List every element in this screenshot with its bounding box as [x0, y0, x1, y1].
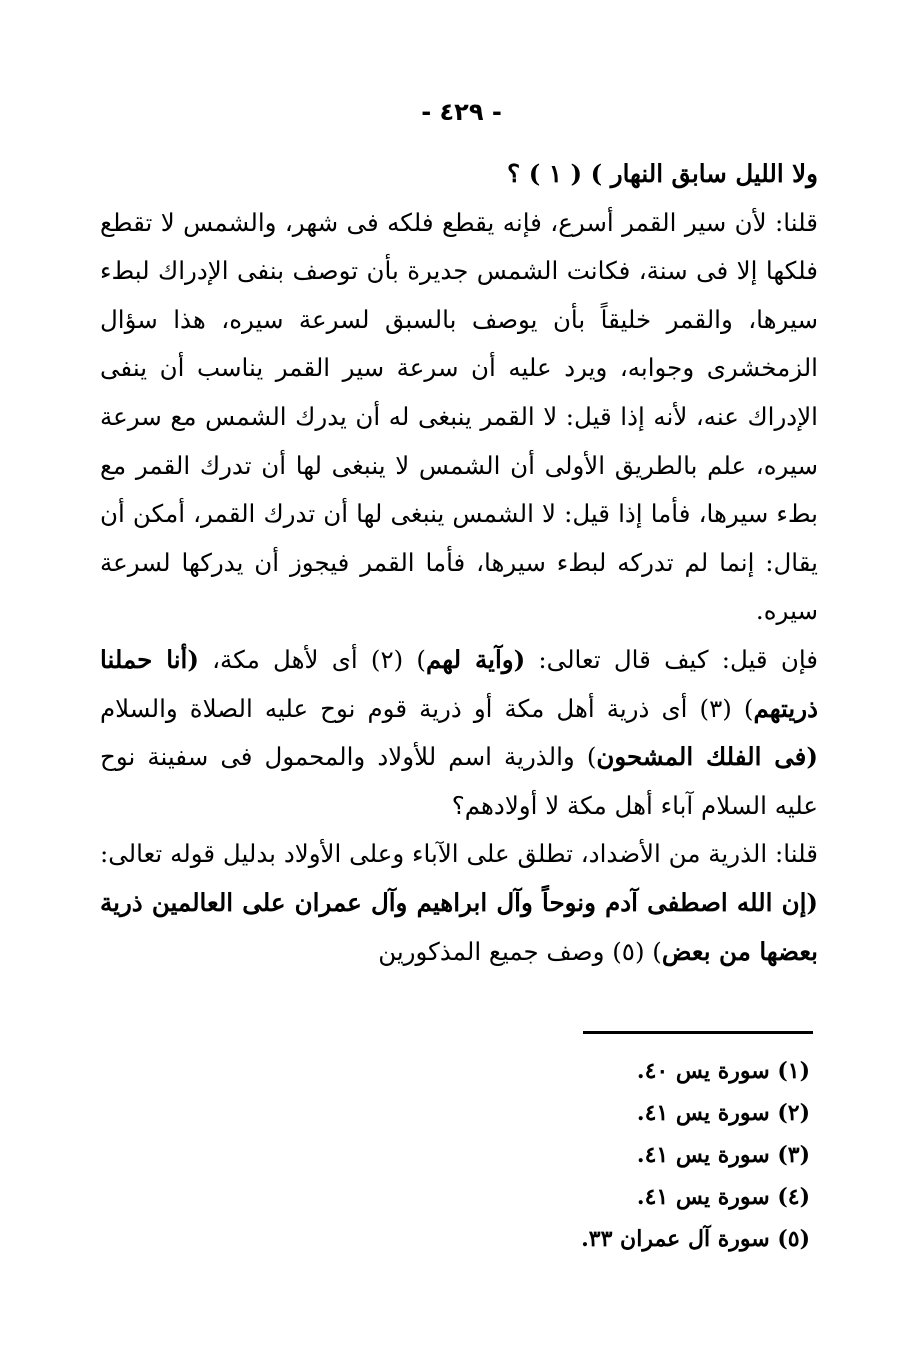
footnote: (٢) سورة يس ٤١. — [636, 1100, 810, 1126]
footnote: (٥) سورة آل عمران ٣٣. — [581, 1226, 810, 1252]
text-segment: ) ( ١ ) ؟ — [507, 159, 611, 188]
quran-quote: (أنا حملنا ذريتهم — [100, 644, 818, 723]
quran-quote: (فى الفلك المشحون — [596, 742, 818, 772]
paragraph — [100, 199, 818, 636]
footnote-divider — [583, 1031, 813, 1034]
footnote: (١) سورة يس ٤٠. — [636, 1058, 810, 1084]
text-segment: قلنا: الذرية من الأضداد، تطلق على الآباء وعلى الأولاد بدليل قوله تعالى: — [100, 839, 818, 869]
text-segment: قلنا: لأن سير القمر أسرع، فإنه يقطع فلكه فى شهر، والشمس لا تقطع فلكها إلا فى سنة، فكانت الشمس جديرة بأن توصف بنفى الإدراك لبطء سيرها، والقمر خليقاً بأن يوصف بالسبق لسرعة سيره، هذا سؤال الزمخشرى وجوابه، ويرد عليه أن سرعة سير القمر يناسب أن ينفى الإدراك عنه، لأنه إذا قيل: لا القمر ينبغى له أن يدرك الشمس مع سرعة سيره، علم بالطريق الأولى أن الشمس لا ينبغى لها أن تدرك القمر مع بطء سيرها، فأما إذا قيل: لا الشمس ينبغى لها أن تدرك القمر، أمكن أن يقال: إنما لم تدركه لبطء سيرها، فأما القمر فيجوز أن يدركها لسرعة سيره. — [100, 207, 818, 626]
text-segment: ولا الليل سابق النهار — [610, 159, 818, 188]
text-segment: ) (٥) وصف جميع المذكورين — [378, 936, 662, 966]
quran-quote: (وآية لهم — [425, 644, 526, 674]
body-text — [100, 150, 818, 976]
paragraph — [100, 150, 818, 199]
page-number: - ٤٢٩ - — [421, 98, 502, 126]
quran-quote: (إن الله اصطفى آدم ونوحاً وآل ابراهيم وآل عمران على العالمين ذرية بعضها من بعض — [100, 887, 818, 966]
paragraph — [100, 636, 818, 830]
text-segment: ) (٢) أى لأهل مكة، — [198, 644, 426, 674]
paragraph — [100, 830, 818, 976]
text-segment: ) والذرية اسم للأولاد والمحمول فى سفينة نوح عليه السلام آباء أهل مكة لا أولادهم؟ — [100, 742, 818, 820]
footnotes — [420, 1050, 810, 1260]
footnote: (٤) سورة يس ٤١. — [636, 1184, 810, 1210]
footnote: (٣) سورة يس ٤١. — [636, 1142, 810, 1168]
text-segment: ) (٣) أى ذرية أهل مكة أو ذرية قوم نوح عليه الصلاة والسلام — [100, 693, 754, 723]
text-segment: فإن قيل: كيف قال تعالى: — [525, 644, 818, 674]
